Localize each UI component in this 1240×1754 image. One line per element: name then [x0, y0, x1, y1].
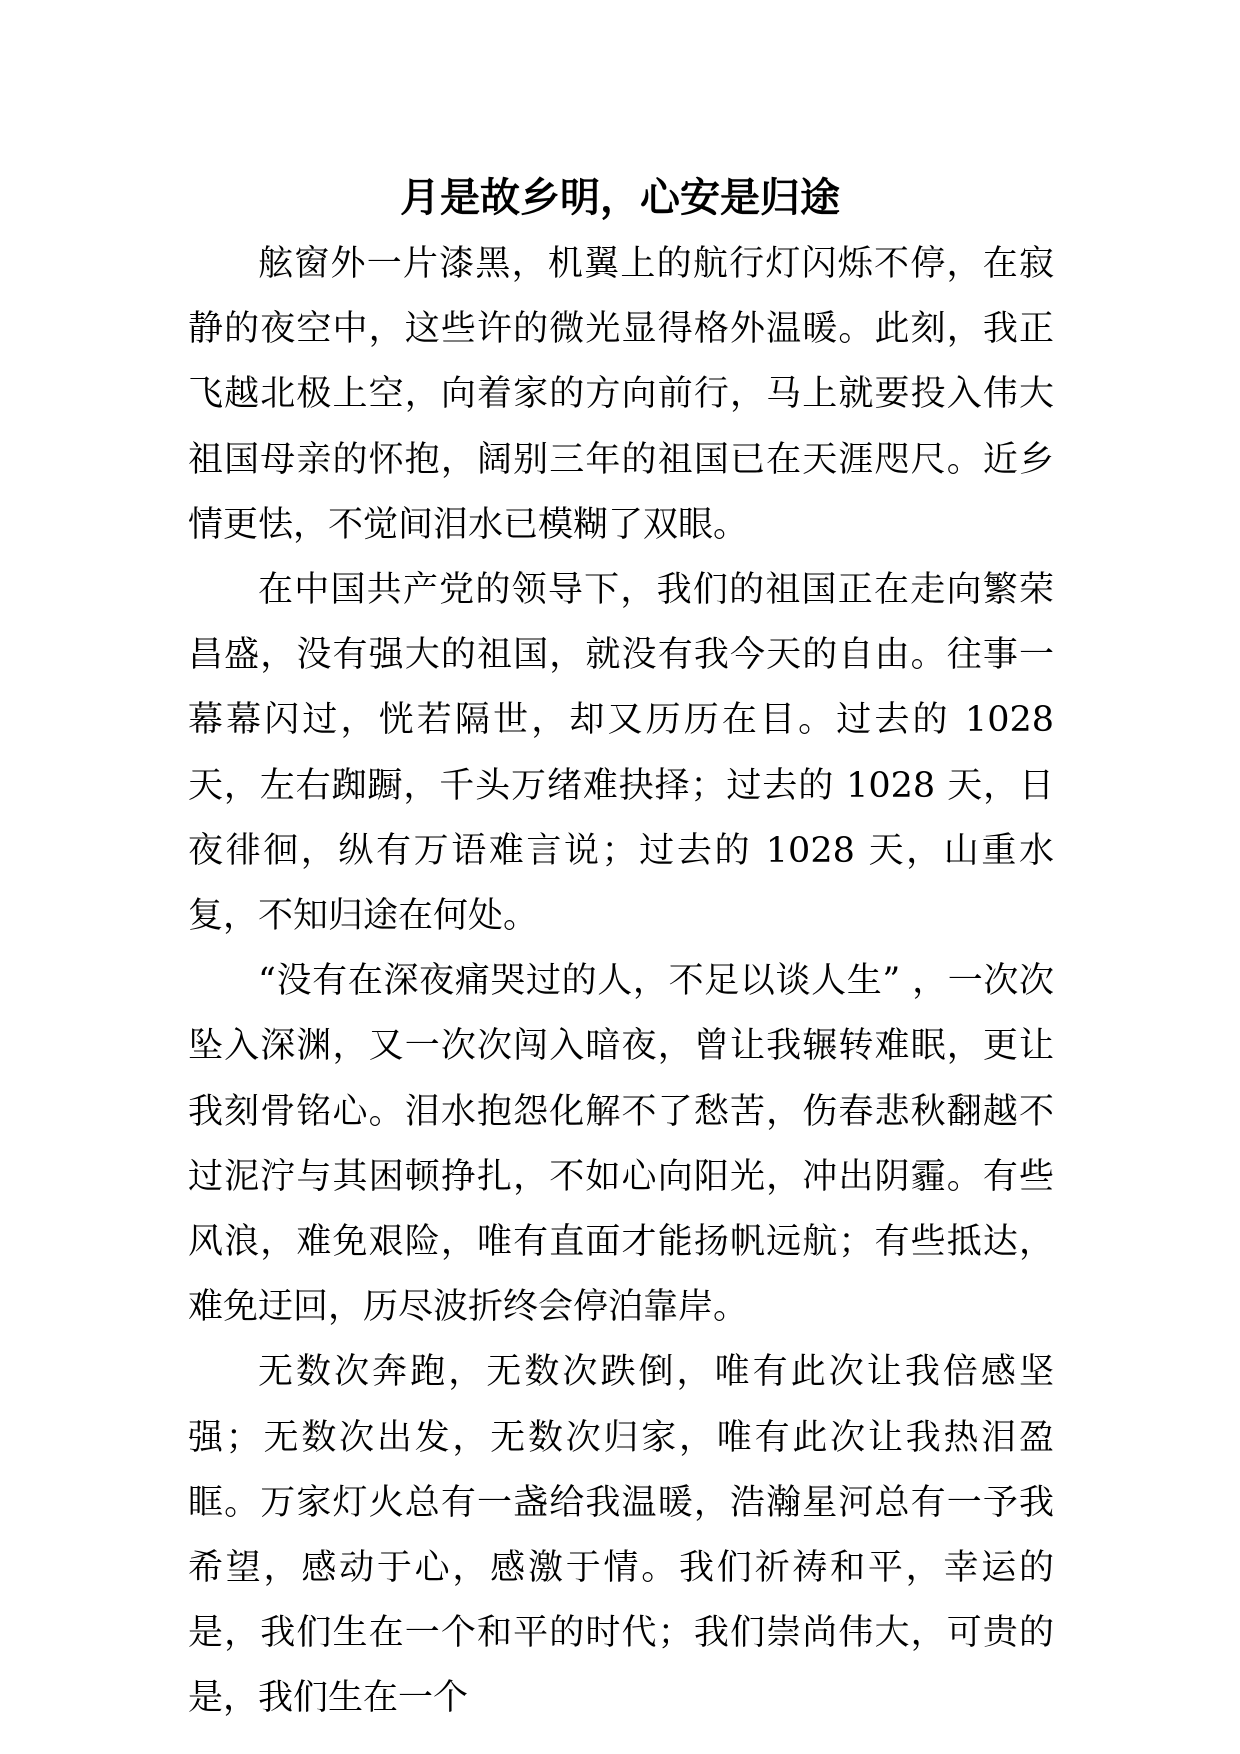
paragraph-3: “没有在深夜痛哭过的人，不足以谈人生” ，一次次坠入深渊，又一次次闯入暗夜，曾让我辗转难眠，更让我刻骨铭心。泪水抱怨化解不了愁苦，伤春悲秋翻越不过泥泞与其困顿挣扎，不如心向阳光，冲出阴霾。有些风浪，难免艰险，唯有直面才能扬帆远航；有些抵达，难免迂回，历尽波折终会停泊靠岸。	[188, 961, 1054, 1328]
paragraph-4: 无数次奔跑，无数次跌倒，唯有此次让我倍感坚强；无数次出发，无数次归家，唯有此次让我热泪盈眶。万家灯火总有一盏给我温暖，浩瀚星河总有一予我希望，感动于心，感激于情。我们祈祷和平，幸运的是，我们生在一个和平的时代；我们崇尚伟大，可贵的是，我们生在一个	[188, 1352, 1054, 1719]
document-title: 月是故乡明，心安是归途	[400, 175, 840, 221]
paragraph-1: 舷窗外一片漆黑，机翼上的航行灯闪烁不停，在寂静的夜空中，这些许的微光显得格外温暖。此刻，我正飞越北极上空，向着家的方向前行，马上就要投入伟大祖国母亲的怀抱，阔别三年的祖国已在天涯咫尺。近乡情更怯，不觉间泪水已模糊了双眼。	[188, 244, 1054, 545]
paragraph-2: 在中国共产党的领导下，我们的祖国正在走向繁荣昌盛，没有强大的祖国，就没有我今天的自由。往事一幕幕闪过，恍若隔世，却又历历在目。过去的 1028 天，左右踟蹰，千头万绪难抉择；过去的 1028 天，日夜徘徊，纵有万语难言说；过去的 1028 天，山重水复，不知归途在何处。	[188, 570, 1054, 937]
document-body	[188, 232, 1054, 1732]
